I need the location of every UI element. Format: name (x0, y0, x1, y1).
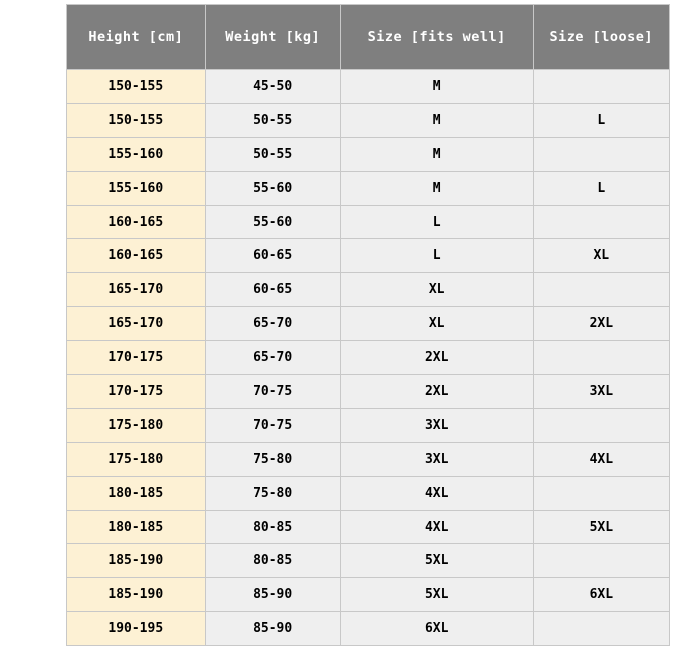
cell-weight: 80-85 (205, 510, 340, 544)
cell-size-loose: 6XL (533, 578, 669, 612)
cell-height: 180-185 (67, 510, 206, 544)
cell-size-fits-well: L (340, 239, 533, 273)
cell-weight: 70-75 (205, 375, 340, 409)
cell-size-fits-well: 4XL (340, 510, 533, 544)
cell-height: 155-160 (67, 137, 206, 171)
cell-weight: 80-85 (205, 544, 340, 578)
cell-weight: 50-55 (205, 103, 340, 137)
cell-size-loose (533, 273, 669, 307)
cell-size-fits-well: M (340, 70, 533, 104)
cell-size-fits-well: 6XL (340, 612, 533, 646)
table-row (67, 205, 670, 239)
cell-size-loose (533, 341, 669, 375)
cell-height: 180-185 (67, 476, 206, 510)
cell-size-fits-well: 2XL (340, 341, 533, 375)
column-header-height: Height [cm] (67, 5, 206, 70)
cell-size-fits-well: 4XL (340, 476, 533, 510)
table-row (67, 307, 670, 341)
cell-size-fits-well: 5XL (340, 544, 533, 578)
cell-size-fits-well: M (340, 137, 533, 171)
cell-height: 185-190 (67, 544, 206, 578)
cell-weight: 45-50 (205, 70, 340, 104)
cell-height: 155-160 (67, 171, 206, 205)
cell-weight: 75-80 (205, 442, 340, 476)
cell-height: 165-170 (67, 273, 206, 307)
cell-height: 175-180 (67, 442, 206, 476)
cell-size-loose: 3XL (533, 375, 669, 409)
cell-size-loose (533, 70, 669, 104)
cell-height: 160-165 (67, 239, 206, 273)
cell-size-fits-well: 3XL (340, 408, 533, 442)
column-header-size-fits-well: Size [fits well] (340, 5, 533, 70)
cell-height: 170-175 (67, 375, 206, 409)
cell-size-fits-well: XL (340, 307, 533, 341)
cell-size-loose (533, 544, 669, 578)
size-chart-table (66, 4, 670, 646)
cell-height: 150-155 (67, 103, 206, 137)
cell-size-fits-well: XL (340, 273, 533, 307)
cell-size-fits-well: 3XL (340, 442, 533, 476)
cell-size-fits-well: M (340, 103, 533, 137)
cell-size-fits-well: M (340, 171, 533, 205)
cell-weight: 65-70 (205, 341, 340, 375)
cell-weight: 85-90 (205, 612, 340, 646)
cell-weight: 50-55 (205, 137, 340, 171)
cell-weight: 85-90 (205, 578, 340, 612)
table-row (67, 341, 670, 375)
table-row (67, 70, 670, 104)
cell-weight: 55-60 (205, 205, 340, 239)
cell-size-fits-well: 2XL (340, 375, 533, 409)
cell-size-loose: 5XL (533, 510, 669, 544)
cell-weight: 65-70 (205, 307, 340, 341)
table-row (67, 375, 670, 409)
cell-size-loose (533, 137, 669, 171)
cell-size-loose: L (533, 171, 669, 205)
cell-weight: 55-60 (205, 171, 340, 205)
cell-size-loose: 2XL (533, 307, 669, 341)
table-row (67, 103, 670, 137)
table-row (67, 239, 670, 273)
table-row (67, 476, 670, 510)
cell-size-loose: L (533, 103, 669, 137)
cell-weight: 70-75 (205, 408, 340, 442)
cell-size-loose (533, 408, 669, 442)
column-header-size-loose: Size [loose] (533, 5, 669, 70)
table-body (67, 70, 670, 646)
cell-height: 185-190 (67, 578, 206, 612)
cell-weight: 60-65 (205, 239, 340, 273)
cell-size-loose (533, 205, 669, 239)
column-header-weight: Weight [kg] (205, 5, 340, 70)
cell-height: 150-155 (67, 70, 206, 104)
cell-size-fits-well: 5XL (340, 578, 533, 612)
table-row (67, 408, 670, 442)
cell-height: 165-170 (67, 307, 206, 341)
cell-height: 190-195 (67, 612, 206, 646)
cell-size-loose: XL (533, 239, 669, 273)
cell-size-fits-well: L (340, 205, 533, 239)
cell-weight: 60-65 (205, 273, 340, 307)
cell-size-loose (533, 476, 669, 510)
cell-height: 160-165 (67, 205, 206, 239)
table-row (67, 510, 670, 544)
table-row (67, 273, 670, 307)
table-header (67, 5, 670, 70)
table-row (67, 171, 670, 205)
cell-size-loose: 4XL (533, 442, 669, 476)
header-row (67, 5, 670, 70)
cell-height: 175-180 (67, 408, 206, 442)
table-row (67, 544, 670, 578)
table-row (67, 442, 670, 476)
table-row (67, 578, 670, 612)
cell-height: 170-175 (67, 341, 206, 375)
table-row (67, 137, 670, 171)
cell-weight: 75-80 (205, 476, 340, 510)
